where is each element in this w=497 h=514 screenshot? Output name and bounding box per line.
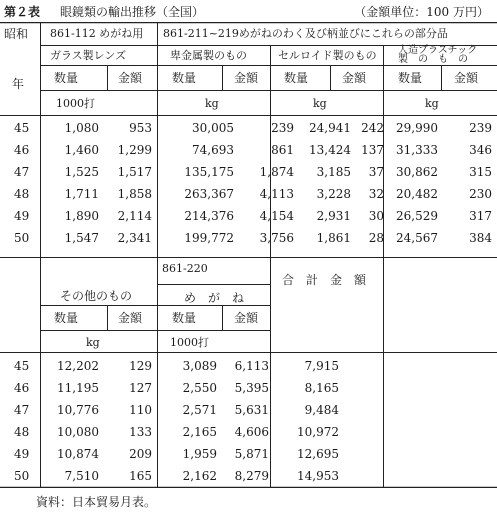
lower-value-cell: 7,510: [64, 469, 99, 483]
lower-value-cell: 5,871: [234, 447, 269, 461]
upper-value-cell: 20,482: [396, 187, 438, 201]
header-amt-celluloid: 金額: [342, 71, 367, 85]
lower-value-cell: 14,953: [297, 469, 339, 483]
lower-value-cell: 165: [129, 469, 152, 483]
category-glass-lens: ガラス製レンズ: [50, 49, 127, 62]
upper-value-cell: 32: [368, 187, 384, 201]
category-spectacles: め が ね: [183, 291, 244, 305]
upper-value-cell: 4,113: [259, 187, 294, 201]
upper-value-cell: 30,005: [192, 121, 234, 135]
upper-value-cell: 13,424: [309, 143, 351, 157]
upper-value-cell: 30: [368, 209, 384, 223]
lower-value-cell: 12,202: [57, 359, 99, 373]
upper-value-cell: 74,693: [192, 143, 234, 157]
header-amt-spectacles: 金額: [234, 311, 259, 325]
upper-value-cell: 1,080: [64, 121, 99, 135]
upper-value-cell: 199,772: [184, 231, 234, 245]
lower-value-cell: 127: [129, 381, 152, 395]
upper-value-cell: 30,862: [396, 165, 438, 179]
upper-value-cell: 1,861: [316, 231, 351, 245]
upper-value-cell: 861: [271, 143, 294, 157]
upper-value-cell: 230: [469, 187, 492, 201]
upper-value-cell: 3,228: [316, 187, 351, 201]
upper-value-cell: 31,333: [396, 143, 438, 157]
lower-year-cell: 49: [14, 447, 30, 461]
upper-value-cell: 242: [361, 121, 384, 135]
code-frames: 861-211~219めがねのわく及び柄並びにこれらの部分品: [163, 27, 448, 40]
lower-value-cell: 3,089: [182, 359, 217, 373]
lower-value-cell: 133: [129, 425, 152, 439]
header-amt-other: 金額: [118, 311, 143, 325]
header-qty-plastic: 数量: [398, 71, 423, 85]
unit-1000-lens: 1000打: [56, 97, 95, 110]
category-base-metal: 卑金属製のもの: [170, 49, 247, 62]
lower-year-cell: 45: [14, 359, 30, 373]
lower-value-cell: 11,195: [57, 381, 99, 395]
upper-value-cell: 29,990: [396, 121, 438, 135]
lower-year-cell: 47: [14, 403, 30, 417]
year-label: 年: [12, 77, 25, 91]
upper-value-cell: 214,376: [184, 209, 234, 223]
upper-value-cell: 26,529: [396, 209, 438, 223]
unit-kg-celluloid: kg: [313, 97, 327, 110]
lower-value-cell: 110: [129, 403, 152, 417]
unit-kg-other: kg: [86, 336, 100, 349]
upper-value-cell: 3,756: [259, 231, 294, 245]
upper-year-cell: 49: [14, 209, 30, 223]
code-spectacles: 861-220: [162, 262, 208, 275]
table-number: 第２表: [4, 5, 41, 19]
upper-value-cell: 239: [271, 121, 294, 135]
lower-value-cell: 2,165: [182, 425, 217, 439]
upper-value-cell: 953: [129, 121, 152, 135]
upper-value-cell: 37: [368, 165, 384, 179]
source-note: 資料：日本貿易月表。: [36, 495, 157, 509]
upper-value-cell: 1,525: [64, 165, 99, 179]
lower-year-cell: 48: [14, 425, 30, 439]
lower-value-cell: 7,915: [304, 359, 339, 373]
upper-value-cell: 28: [368, 231, 384, 245]
code-lens: 861-112 めがね用: [50, 27, 144, 40]
header-qty-lens: 数量: [54, 71, 79, 85]
upper-value-cell: 239: [469, 121, 492, 135]
lower-value-cell: 12,695: [297, 447, 339, 461]
table-rules: [0, 22, 497, 488]
lower-value-cell: 4,606: [234, 425, 269, 439]
upper-value-cell: 1,299: [117, 143, 152, 157]
table-title-bar: [0, 0, 497, 22]
upper-year-cell: 45: [14, 121, 30, 135]
unit-kg-plastic: kg: [425, 97, 439, 110]
lower-value-cell: 209: [129, 447, 152, 461]
upper-value-cell: 24,567: [396, 231, 438, 245]
upper-value-cell: 1,858: [117, 187, 152, 201]
era-label: 昭和: [4, 27, 29, 41]
lower-value-cell: 2,162: [182, 469, 217, 483]
upper-value-cell: 1,874: [259, 165, 294, 179]
unit-1000-spectacles: 1000打: [170, 336, 209, 349]
lower-value-cell: 5,395: [234, 381, 269, 395]
upper-value-cell: 1,711: [64, 187, 99, 201]
upper-value-cell: 135,175: [184, 165, 234, 179]
upper-value-cell: 315: [469, 165, 492, 179]
header-qty-other: 数量: [54, 311, 79, 325]
upper-value-cell: 24,941: [309, 121, 351, 135]
upper-year-cell: 46: [14, 143, 30, 157]
lower-year-cell: 46: [14, 381, 30, 395]
lower-value-cell: 6,113: [234, 359, 269, 373]
category-celluloid: セルロイド製のもの: [278, 49, 377, 62]
export-table: [0, 22, 497, 488]
lower-value-cell: 10,776: [57, 403, 99, 417]
upper-year-cell: 48: [14, 187, 30, 201]
upper-value-cell: 2,114: [117, 209, 152, 223]
header-amt-metal: 金額: [234, 71, 259, 85]
lower-value-cell: 5,631: [234, 403, 269, 417]
lower-value-cell: 2,550: [182, 381, 217, 395]
category-plastic-line1: 人造プラスチック: [398, 45, 478, 56]
upper-value-cell: 2,931: [316, 209, 351, 223]
lower-value-cell: 129: [129, 359, 152, 373]
lower-value-cell: 8,165: [304, 381, 339, 395]
lower-value-cell: 2,571: [182, 403, 217, 417]
upper-year-cell: 47: [14, 165, 30, 179]
upper-year-cell: 50: [14, 231, 30, 245]
amount-unit-note: （金額単位：100 万円）: [354, 5, 489, 19]
upper-value-cell: 2,341: [117, 231, 152, 245]
lower-value-cell: 10,874: [57, 447, 99, 461]
header-qty-celluloid: 数量: [284, 71, 309, 85]
upper-value-cell: 384: [469, 231, 492, 245]
header-qty-metal: 数量: [172, 71, 197, 85]
category-other: その他のもの: [60, 289, 133, 303]
lower-value-cell: 8,279: [234, 469, 269, 483]
unit-kg-metal: kg: [205, 97, 219, 110]
upper-value-cell: 3,185: [316, 165, 351, 179]
lower-value-cell: 10,080: [57, 425, 99, 439]
upper-value-cell: 4,154: [259, 209, 294, 223]
header-amt-lens: 金額: [118, 71, 143, 85]
upper-value-cell: 263,367: [184, 187, 234, 201]
header-amt-plastic: 金額: [454, 71, 479, 85]
upper-value-cell: 317: [469, 209, 492, 223]
lower-year-cell: 50: [14, 469, 30, 483]
upper-value-cell: 1,547: [64, 231, 99, 245]
lower-value-cell: 9,484: [304, 403, 339, 417]
upper-value-cell: 346: [469, 143, 492, 157]
upper-value-cell: 1,517: [117, 165, 152, 179]
header-qty-spectacles: 数量: [172, 311, 197, 325]
upper-value-cell: 1,890: [64, 209, 99, 223]
table-title: 眼鏡類の輸出推移（全国）: [60, 5, 205, 19]
upper-value-cell: 1,460: [64, 143, 99, 157]
lower-value-cell: 1,959: [182, 447, 217, 461]
category-plastic-line2: 製 の も の: [398, 54, 468, 65]
category-total: 合 計 金 額: [282, 273, 367, 287]
lower-value-cell: 10,972: [297, 425, 339, 439]
upper-value-cell: 137: [361, 143, 384, 157]
